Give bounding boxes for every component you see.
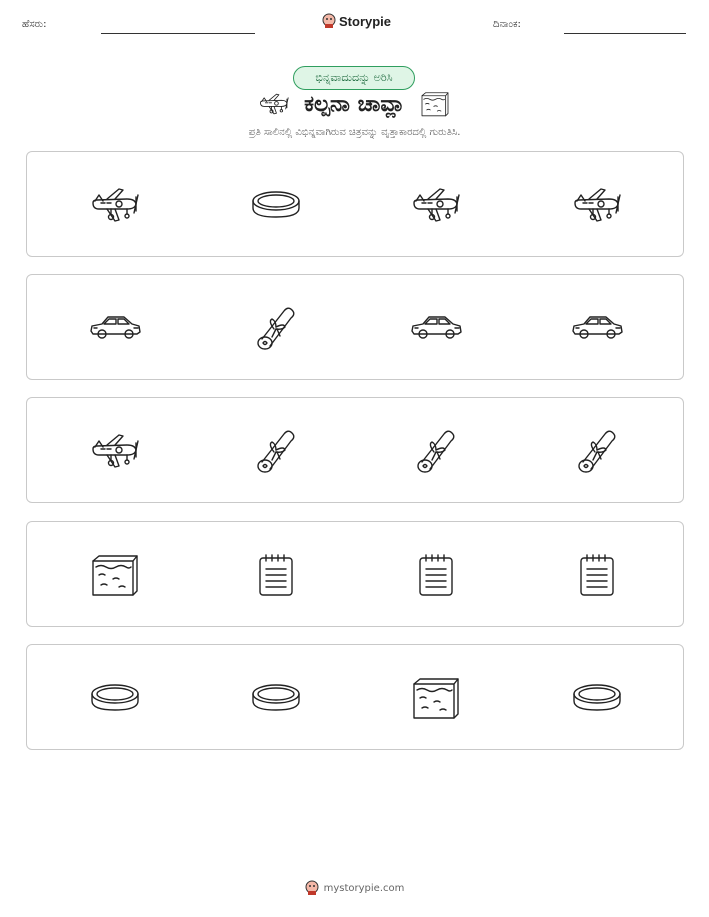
instruction-text: ಪ್ರತಿ ಸಾಲಿನಲ್ಲಿ ವಿಭಿನ್ನವಾಗಿರುವ ಚಿತ್ರವನ್ನು ವೃತ್ತಾಕಾರದಲ್ಲಿ ಗುರುತಿಸಿ.	[248, 127, 461, 138]
footer	[0, 880, 709, 896]
scroll-icon[interactable]	[569, 426, 625, 476]
title-row	[0, 91, 709, 117]
name-line	[101, 33, 255, 34]
brand-name: Storypie	[339, 13, 392, 29]
notepad-icon[interactable]	[248, 550, 304, 600]
name-label: ಹೆಸರು:	[22, 19, 47, 30]
question-row	[26, 521, 684, 627]
question-row	[26, 151, 684, 257]
ring-icon[interactable]	[569, 673, 625, 723]
airplane-icon[interactable]	[569, 180, 625, 230]
question-row	[26, 644, 684, 750]
ring-icon[interactable]	[248, 180, 304, 230]
aquarium-icon[interactable]	[408, 673, 464, 723]
aquarium-icon[interactable]	[87, 550, 143, 600]
airplane-icon[interactable]	[408, 180, 464, 230]
scroll-icon[interactable]	[248, 303, 304, 353]
storypie-logo-icon	[322, 13, 336, 29]
question-row	[26, 397, 684, 503]
footer-site: mystorypie.com	[323, 882, 405, 894]
page-title: ಕಲ್ಪನಾ ಚಾವ್ಲಾ	[304, 91, 405, 117]
airplane-icon[interactable]	[87, 426, 143, 476]
brand	[322, 13, 391, 29]
airplane-icon[interactable]	[87, 180, 143, 230]
scroll-icon[interactable]	[408, 426, 464, 476]
notepad-icon[interactable]	[569, 550, 625, 600]
storypie-logo-icon	[305, 880, 319, 896]
activity-badge: ಭಿನ್ನವಾದುದನ್ನು ಅರಿಸಿ	[293, 66, 415, 90]
ring-icon[interactable]	[248, 673, 304, 723]
question-row	[26, 274, 684, 380]
car-icon[interactable]	[408, 303, 464, 353]
ring-icon[interactable]	[87, 673, 143, 723]
scroll-icon[interactable]	[248, 426, 304, 476]
date-label: ದಿನಾಂಕ:	[493, 19, 521, 30]
car-icon[interactable]	[87, 303, 143, 353]
car-icon[interactable]	[569, 303, 625, 353]
date-line	[564, 33, 686, 34]
notepad-icon[interactable]	[408, 550, 464, 600]
title-airplane-icon	[258, 91, 290, 117]
title-aquarium-icon	[419, 91, 451, 117]
